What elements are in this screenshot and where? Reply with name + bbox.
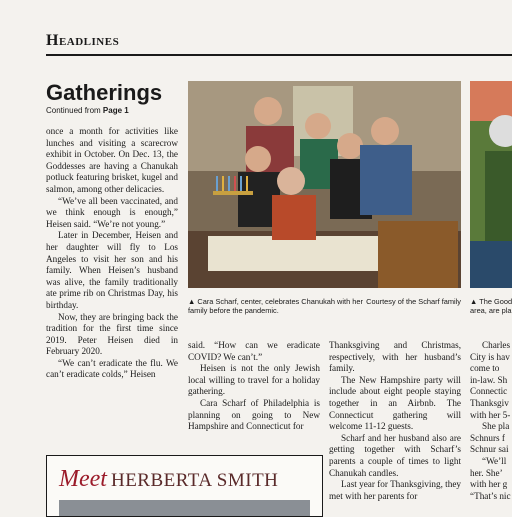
ad-meet: Meet (59, 466, 107, 492)
paragraph: said. “How can we eradicate COVID? We can’t.” (188, 340, 320, 362)
continued-prefix: Continued from (46, 106, 103, 115)
text-line: Connectic (470, 386, 508, 397)
text-line: come to (470, 363, 500, 374)
text-line: “We’ll (482, 455, 507, 466)
ad-title (59, 466, 278, 493)
paragraph: Cara Scharf of Philadelphia is planning on going to New Hampshire and Connecticut for (188, 397, 320, 432)
article-column-4 (470, 340, 512, 502)
photo-caption (188, 297, 461, 315)
paragraph: Heisen is not the only Jewish local willing to travel for a holiday gathering. (188, 363, 320, 397)
goddesses-photo (470, 81, 512, 288)
article-column-1 (46, 126, 178, 381)
section-title: Headlines (46, 32, 120, 49)
text-line: City is hav (470, 351, 510, 362)
photo-caption-text: ▲ Cara Scharf, center, celebrates Chanukah with her family before the pandemic. (188, 297, 363, 315)
paragraph: Last year for Thanksgiving, they met with her parents for (329, 479, 462, 501)
article-column-3 (329, 340, 461, 502)
text-line: “That’s nic (470, 490, 511, 501)
family-photo (188, 81, 461, 288)
family-photo-image (188, 81, 461, 288)
paragraph: Now, they are bringing back the tradition for the first time since 2019. Peter Heisen died in February 2020. (46, 311, 178, 357)
paragraph: “We can’t eradicate the flu. We can’t eradicate colds,” Heisen (46, 357, 178, 380)
paragraph: Scharf and her husband also are getting together with Scharf’s parents a couple of times to light Chanukah candles. (329, 432, 461, 478)
paragraph: once a month for activities like lunches and visiting a scarecrow exhibit in October. On Dec. 13, the Goddesses are having a Chanukah potluck featuring brisket, kugel and salmon, among other delicacies. (46, 126, 178, 194)
text-line: her. She’ (470, 467, 503, 478)
ad-name: HERBERTA SMITH (110, 470, 279, 491)
paragraph: “We’ve all been vaccinated, and we think enough is enough,” Heisen said. “We’re not young.” (46, 195, 178, 229)
text-line: in-law. Sh (470, 374, 508, 385)
paragraph: Later in December, Heisen and her daughter will fly to Los Angeles to visit her son and his family. When Heisen’s husband was alive, the family traditionally ate prime rib on Christmas Day, his birthday. (46, 230, 178, 310)
section-rule (46, 54, 512, 56)
goddesses-photo-image (470, 81, 512, 288)
paragraph: The New Hampshire party will include about eight people staying together in an Airbnb. The Connecticut gathering will welcome 11-12 guests. (329, 374, 461, 432)
photo-credit: Courtesy of the Scharf family (366, 297, 461, 306)
text-line: Schnurs f (470, 432, 505, 443)
text-line: Thanksgiv (470, 397, 509, 408)
text-line: Schnur sai (470, 444, 509, 455)
continued-note (46, 106, 129, 115)
text-line: She pla (482, 421, 510, 432)
text-line: with her 5- (470, 409, 511, 420)
article-column-2 (188, 340, 320, 433)
text-line: with her g (470, 479, 508, 490)
text-line: Charles (482, 340, 511, 350)
advertisement[interactable] (46, 455, 323, 517)
ad-photo-strip (59, 500, 310, 516)
continued-page-link[interactable]: Page 1 (102, 106, 129, 115)
photo2-caption (470, 297, 512, 315)
photo2-caption-line: ▲ The Good (470, 297, 512, 306)
photo2-caption-line: area, are pla (470, 306, 512, 315)
paragraph: Thanksgiving and Christmas, respectively, with her husband’s family. (329, 340, 461, 374)
article-title: Gatherings (46, 80, 163, 105)
